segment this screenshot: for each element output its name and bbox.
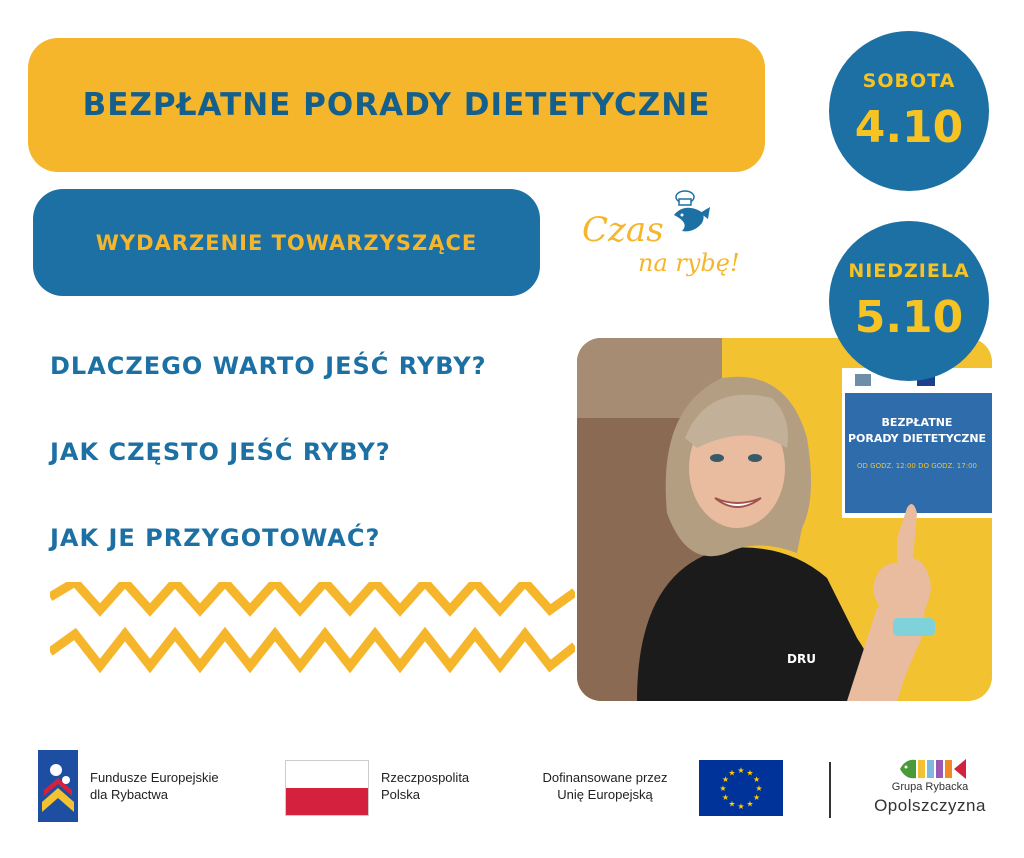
footer-divider [829,762,831,818]
rp-line2: Polska [381,787,421,802]
eu-star-icon: ★ [721,793,729,802]
title-banner [28,38,765,172]
shirt-text: DRU [787,652,816,666]
eu-star-icon: ★ [753,775,761,784]
date-label: 4.10 [854,101,964,153]
page-title: BEZPŁATNE PORADY DIETETYCZNE [82,87,711,123]
eu-star-icon: ★ [719,784,727,793]
eu-star-icon: ★ [728,768,736,778]
eu-star-icon: ★ [728,799,736,809]
ue-caption [520,769,690,803]
poster-hours: OD GODZ. 12:00 DO GODZ. 17:00 [857,462,977,470]
fe-line2: dla Rybactwa [90,787,169,802]
eu-flag-icon [699,760,783,816]
poster-title-2: PORADY DIETETYCZNE [847,432,987,445]
czas-na-rybe-logo [578,185,758,285]
eu-star-icon: ★ [746,799,754,809]
logo-line1: Czas [582,210,664,250]
ue-line2: Unię Europejską [557,787,653,802]
logo-line2: na rybę! [638,249,740,277]
day-label: NIEDZIELA [848,259,970,282]
fe-caption [90,769,219,803]
poster-title-1: BEZPŁATNE [881,416,953,429]
eu-star-icon: ★ [737,766,745,775]
eu-star-icon: ★ [737,802,745,811]
question-1: DLACZEGO WARTO JEŚĆ RYBY? [50,352,487,380]
fish-logo-icon [898,756,968,782]
eu-star-icon: ★ [753,793,761,802]
question-2: JAK CZĘSTO JEŚĆ RYBY? [50,438,391,466]
zigzag-decoration [50,582,575,682]
rp-caption [381,769,469,803]
page-subtitle: WYDARZENIE TOWARZYSZĄCE [95,230,478,255]
fe-logo-icon [38,750,78,822]
event-photo [577,338,992,701]
fe-line1: Fundusze Europejskie [90,770,219,785]
poland-flag-icon [285,760,369,816]
fish-chef-icon [674,191,710,231]
eu-star-icon: ★ [746,768,754,778]
date-badge-sunday [829,221,989,381]
group-name-big: Opolszczyzna [874,796,986,815]
question-3: JAK JE PRZYGOTOWAĆ? [50,524,381,552]
ue-line1: Dofinansowane przez [542,770,668,785]
rp-line1: Rzeczpospolita [381,770,470,785]
date-badge-saturday [829,31,989,191]
day-label: SOBOTA [862,69,956,92]
date-label: 5.10 [854,291,964,343]
group-name-small: Grupa Rybacka [891,781,969,793]
eu-star-icon: ★ [755,784,763,793]
subtitle-banner [33,189,540,296]
eu-star-icon: ★ [721,775,729,784]
